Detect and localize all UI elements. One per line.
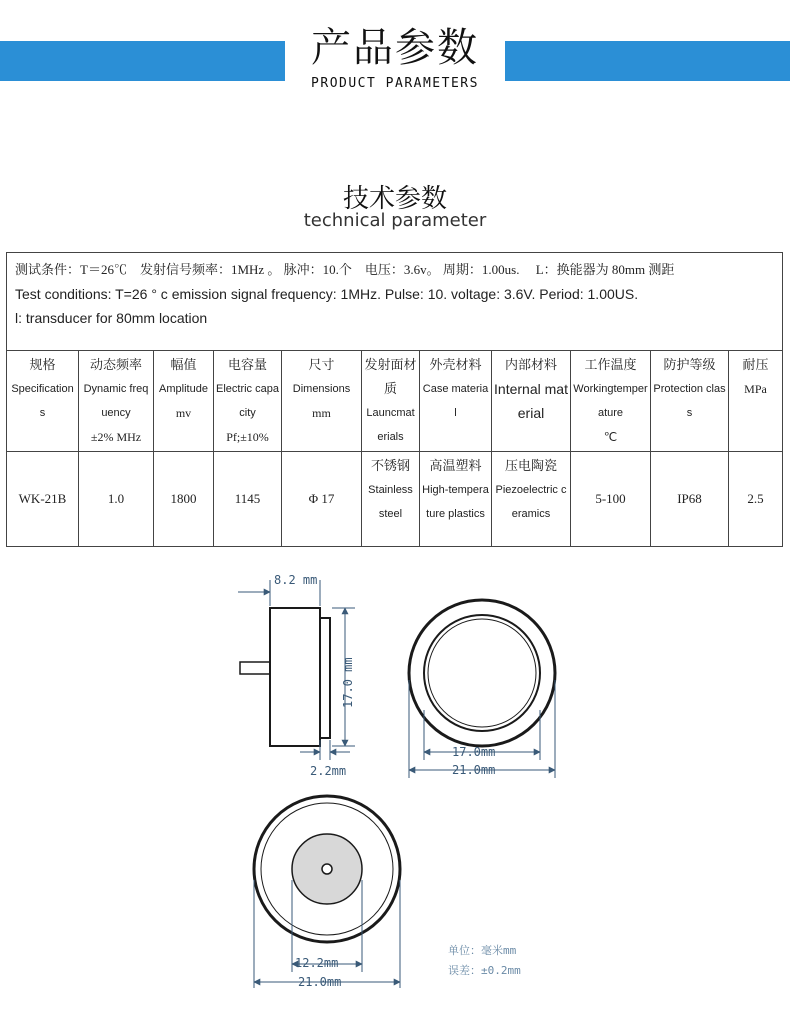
dim-width-label: 8.2 mm — [274, 573, 318, 587]
front-inner-ring-2 — [428, 619, 536, 727]
col-protection — [651, 351, 729, 451]
col-pressure-unit: MPa — [744, 382, 767, 396]
note-tolerance: 误差：±0.2mm — [448, 964, 521, 977]
conditions-en-1: Test conditions: T=26 ° c emission signal frequency: 1MHz. Pulse: 10. voltage: 3.6V. Period: 1.00US. — [15, 286, 639, 302]
cell-pressure-value: 2.5 — [747, 491, 764, 506]
col-case — [420, 351, 492, 451]
cell-case-cn: 高温塑料 — [429, 458, 482, 473]
front-outer-ring — [409, 600, 555, 746]
cell-internal — [492, 452, 571, 546]
dim-lip-label: 2.2mm — [310, 764, 347, 778]
col-pressure — [729, 351, 782, 451]
header-bar-right — [505, 41, 790, 81]
col-capacity-unit: Pf;±10% — [226, 430, 269, 444]
col-temperature — [571, 351, 651, 451]
cell-protection — [651, 452, 729, 546]
test-conditions — [7, 253, 782, 351]
page-subtitle: PRODUCT PARAMETERS — [311, 76, 479, 91]
front-view — [409, 600, 555, 746]
col-dimensions — [282, 351, 362, 451]
dim-height-label: 17.0 mm — [341, 657, 355, 708]
side-body — [270, 608, 320, 746]
col-internal-cn: 内部材料 — [504, 357, 557, 372]
cell-case — [420, 452, 492, 546]
col-amplitude — [154, 351, 214, 451]
cell-capacity — [214, 452, 282, 546]
cell-protection-value: IP68 — [677, 491, 702, 506]
side-pin — [240, 662, 270, 674]
cell-amplitude-value: 1800 — [170, 491, 197, 506]
front-inner-ring — [424, 615, 540, 731]
col-temperature-unit: ℃ — [603, 430, 618, 444]
dim-outer-label: 21.0mm — [452, 763, 496, 777]
section-title: 技术参数 — [342, 184, 447, 214]
col-protection-cn: 防护等级 — [663, 357, 716, 372]
technical-drawing — [0, 560, 790, 1018]
col-protection-en: Protection class — [653, 383, 726, 419]
col-amplitude-cn: 幅值 — [170, 357, 197, 372]
cell-launch — [362, 452, 420, 546]
col-case-en: Case material — [422, 383, 489, 419]
col-frequency-cn: 动态频率 — [89, 357, 142, 372]
col-internal — [492, 351, 571, 451]
cell-spec-value: WK-21B — [18, 491, 67, 506]
col-dimensions-en: Dimensions — [292, 383, 351, 395]
col-launch-cn: 发射面材质 — [364, 357, 417, 396]
col-capacity-cn: 电容量 — [227, 357, 267, 372]
cell-case-en: High-temperature plastics — [422, 484, 489, 520]
col-temperature-cn: 工作温度 — [584, 357, 637, 372]
col-spec-cn: 规格 — [29, 357, 56, 372]
col-case-cn: 外壳材料 — [429, 357, 482, 372]
col-temperature-en: Workingtemperature — [573, 383, 648, 419]
conditions-en-2: l: transducer for 80mm location — [15, 310, 208, 326]
col-launch — [362, 351, 420, 451]
dim-outer2-label: 21.0mm — [298, 975, 342, 989]
col-dimensions-unit: mm — [312, 406, 331, 420]
dim-ceramic-label: 12.2mm — [295, 956, 339, 970]
page-title: 产品参数 — [311, 25, 479, 71]
table-row — [7, 452, 782, 546]
cell-temperature — [571, 452, 651, 546]
parameter-table — [6, 252, 783, 547]
note-unit: 单位：毫米mm — [448, 944, 517, 957]
col-launch-en: Launcmaterials — [366, 407, 415, 443]
col-capacity-en: Electric capacity — [216, 383, 279, 419]
side-lip — [320, 618, 330, 738]
conditions-cn: 测试条件：T＝26℃ 发射信号频率：1MHz 。 脉冲：10.个 电压：3.6v。 周期：1.00us. L：换能器为 80mm 测距 — [15, 262, 675, 277]
col-frequency — [79, 351, 154, 451]
col-internal-en: Internal material — [494, 381, 568, 421]
cell-launch-cn: 不锈钢 — [370, 458, 410, 473]
cell-spec — [7, 452, 79, 546]
dim-inner-label: 17.0mm — [452, 745, 496, 759]
table-header-row — [7, 351, 782, 452]
cell-temperature-value: 5-100 — [595, 491, 626, 506]
col-spec — [7, 351, 79, 451]
col-capacity — [214, 351, 282, 451]
col-pressure-cn: 耐压 — [742, 357, 769, 372]
cell-internal-en: Piezoelectric ceramics — [495, 484, 567, 520]
back-center-dot — [322, 864, 332, 874]
cell-dimension — [282, 452, 362, 546]
col-dimensions-cn: 尺寸 — [308, 357, 335, 372]
cell-capacity-value: 1145 — [234, 491, 261, 506]
col-frequency-unit: ±2% MHz — [90, 430, 142, 444]
col-frequency-en: Dynamic frequency — [83, 383, 149, 419]
col-amplitude-en: Amplitude — [159, 383, 208, 395]
cell-internal-cn: 压电陶瓷 — [504, 458, 557, 473]
col-spec-en: Specifications — [11, 383, 74, 419]
side-view — [240, 608, 330, 746]
back-view — [254, 796, 400, 942]
col-amplitude-unit: mv — [175, 406, 192, 420]
cell-launch-en: Stainless steel — [368, 484, 413, 520]
cell-dimension-value: Φ 17 — [308, 491, 335, 506]
header-bar-left — [0, 41, 285, 81]
cell-frequency — [79, 452, 154, 546]
cell-frequency-value: 1.0 — [107, 491, 125, 506]
cell-amplitude — [154, 452, 214, 546]
section-subtitle: technical parameter — [303, 210, 487, 231]
cell-pressure — [729, 452, 782, 546]
